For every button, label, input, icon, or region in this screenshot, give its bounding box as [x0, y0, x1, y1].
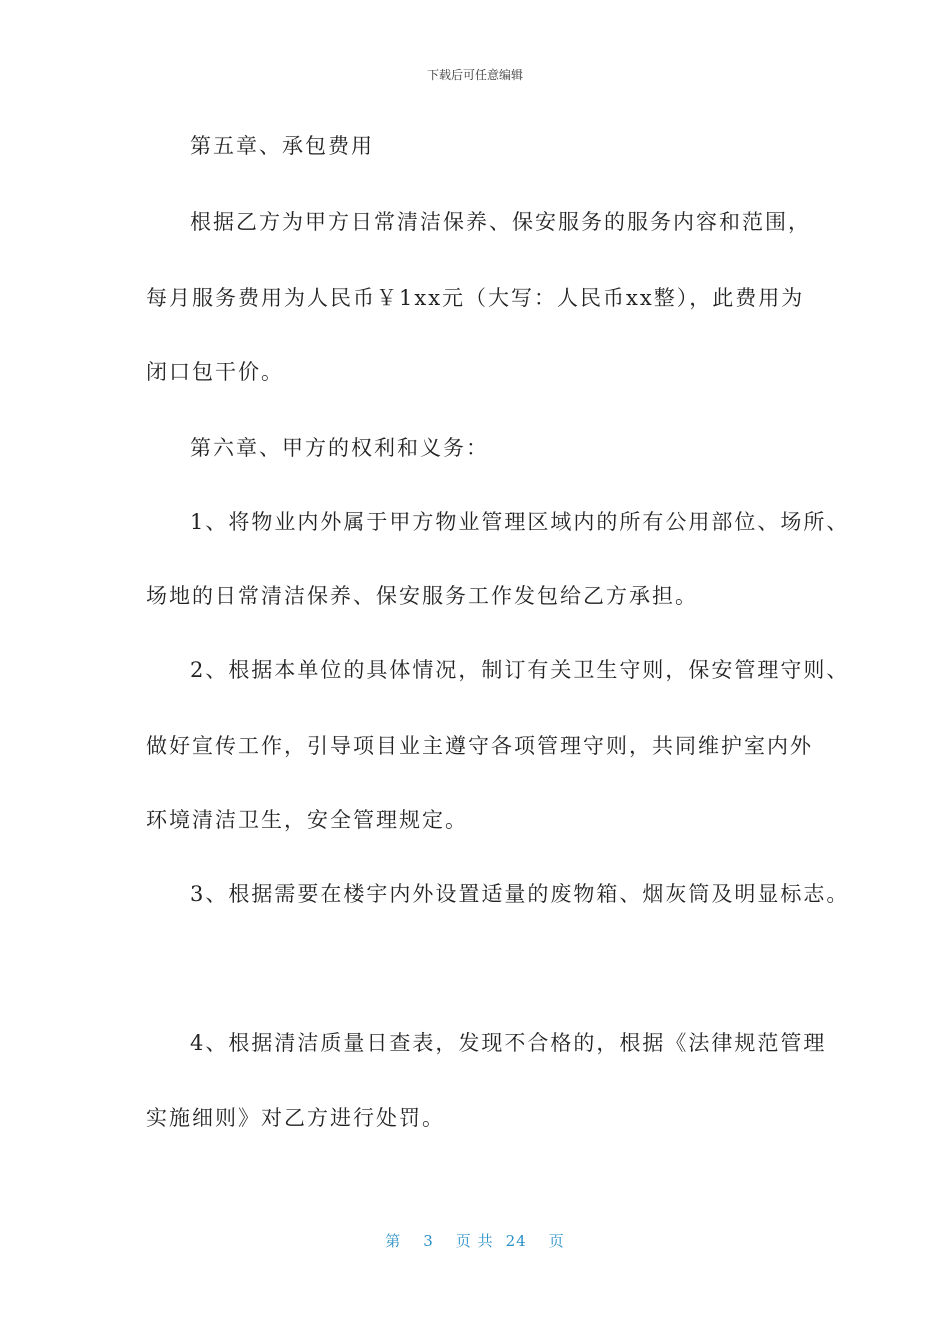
paragraph-line: 每月服务费用为人民币￥1xx元（大写：人民币xx整），此费用为: [146, 286, 805, 310]
paragraph-line: 3、根据需要在楼宇内外设置适量的废物箱、烟灰筒及明显标志。: [190, 882, 850, 906]
paragraph-line: 实施细则》对乙方进行处罚。: [146, 1106, 445, 1130]
page-number: 3: [423, 1232, 434, 1250]
paragraph-line: 4、根据清洁质量日查表，发现不合格的，根据《法律规范管理: [190, 1031, 827, 1055]
footer-middle: 页 共: [455, 1232, 494, 1250]
footer-suffix: 页: [548, 1232, 565, 1250]
header-note: 下载后可任意编辑: [426, 68, 523, 82]
paragraph-line: 2、根据本单位的具体情况，制订有关卫生守则，保安管理守则、: [190, 658, 850, 682]
paragraph-line: 场地的日常清洁保养、保安服务工作发包给乙方承担。: [146, 584, 698, 608]
paragraph-line: 环境清洁卫生，安全管理规定。: [146, 808, 468, 832]
paragraph-line: 根据乙方为甲方日常清洁保养、保安服务的服务内容和范围，: [190, 210, 811, 234]
page-total: 24: [505, 1232, 527, 1250]
footer-prefix: 第: [385, 1232, 402, 1250]
paragraph-line: 1、将物业内外属于甲方物业管理区域内的所有公用部位、场所、: [190, 510, 850, 534]
paragraph-line: 闭口包干价。: [146, 360, 284, 384]
page-footer: [0, 1230, 950, 1251]
chapter-6-heading: 第六章、甲方的权利和义务：: [190, 436, 489, 460]
paragraph-line: 做好宣传工作，引导项目业主遵守各项管理守则，共同维护室内外: [146, 734, 813, 758]
chapter-5-heading: 第五章、承包费用: [190, 134, 374, 158]
